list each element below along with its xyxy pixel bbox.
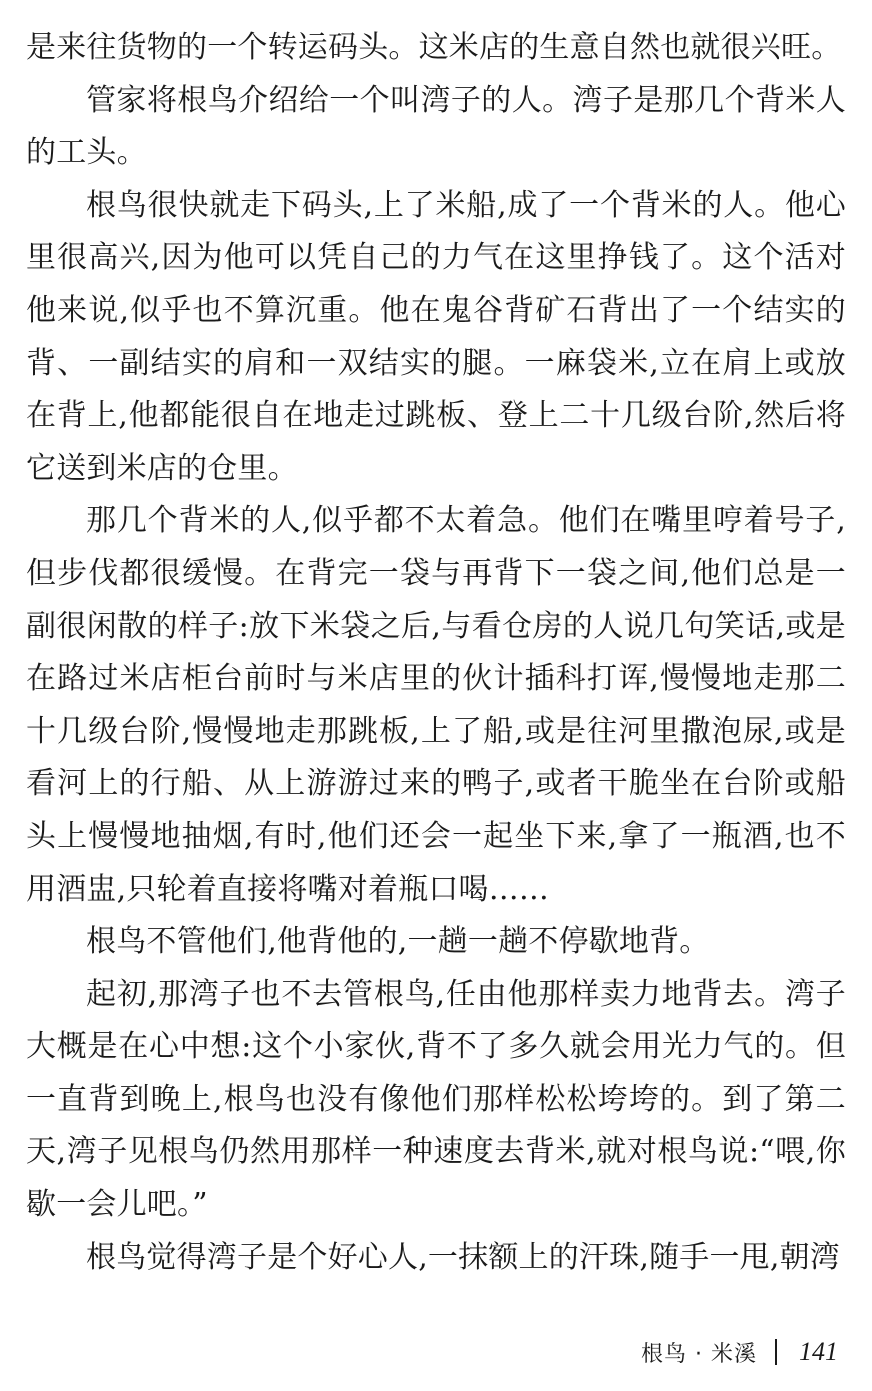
body-text <box>26 22 846 1284</box>
paragraph: 管家将根鸟介绍给一个叫湾子的人。湾子是那几个背米人的工头。 <box>26 82 846 171</box>
paragraph: 那几个背米的人,似乎都不太着急。他们在嘴里哼着号子,但步伐都很缓慢。在背完一袋与再背下一袋之间,他们总是一副很闲散的样子:放下米袋之后,与看仓房的人说几句笑话,或是在路过米店柜台前时与米店里的伙计插科打诨,慢慢地走那二十几级台阶,慢慢地走那跳板,上了船,或是往河里撒泡尿,或是看河上的行船、从上游游过来的鸭子,或者干脆坐在台阶或船头上慢慢地抽烟,有时,他们还会一起坐下来,拿了一瓶酒,也不用酒盅,只轮着直接将嘴对着瓶口喝…… <box>26 503 846 907</box>
paragraph: 是来往货物的一个转运码头。这米店的生意自然也就很兴旺。 <box>26 30 842 65</box>
paragraph: 根鸟不管他们,他背他的,一趟一趟不停歇地背。 <box>86 924 710 960</box>
paragraph: 根鸟很快就走下码头,上了米船,成了一个背米的人。他心里很高兴,因为他可以凭自己的力气在这里挣钱了。这个活对他来说,似乎也不算沉重。他在鬼谷背矿石背出了一个结实的背、一副结实的肩和一双结实的腿。一麻袋米,立在肩上或放在背上,他都能很自在地走过跳板、登上二十几级台阶,然后将它送到米店的仓里。 <box>26 187 846 486</box>
paragraph: 起初,那湾子也不去管根鸟,任由他那样卖力地背去。湾子大概是在心中想:这个小家伙,背不了多久就会用光力气的。但一直背到晚上,根鸟也没有像他们那样松松垮垮的。到了第二天,湾子见根鸟仍然用那样一种速度去背米,就对根鸟说:“喂,你歇一会儿吧。” <box>26 976 846 1223</box>
footer-divider <box>775 1339 777 1365</box>
running-title: 根鸟 · 米溪 <box>641 1341 757 1367</box>
page-number: 141 <box>799 1337 838 1366</box>
page-footer <box>641 1332 838 1372</box>
paragraph: 根鸟觉得湾子是个好心人,一抹额上的汗珠,随手一甩,朝湾 <box>86 1239 841 1275</box>
